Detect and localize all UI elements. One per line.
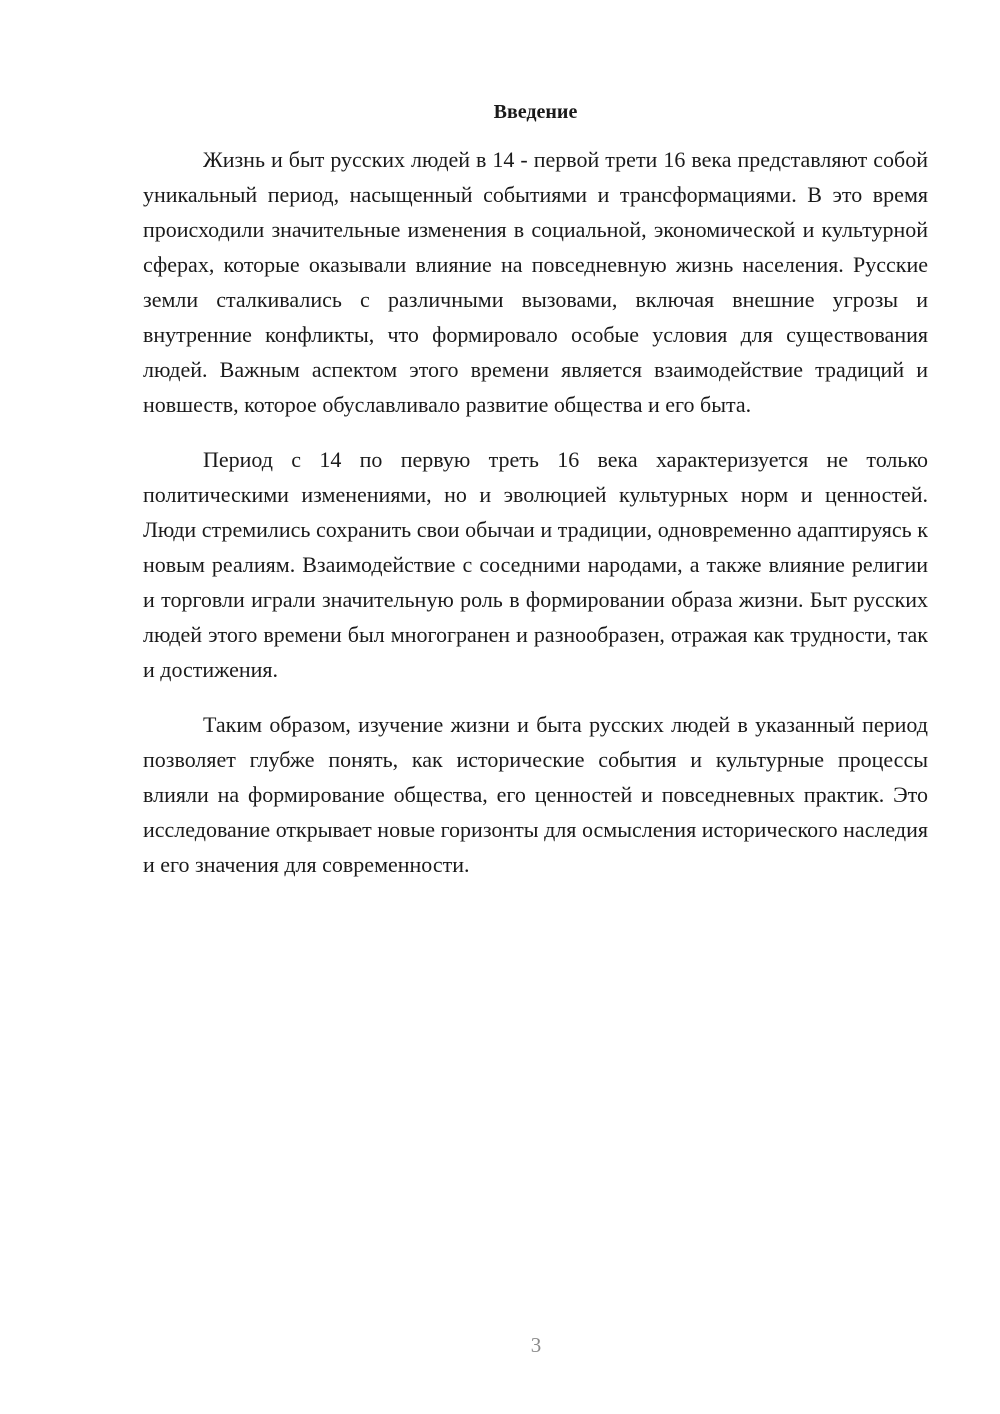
paragraph-3: Таким образом, изучение жизни и быта русских людей в указанный период позволяет глубже понять, как исторические события и культурные процессы влияли на формирование общества, его ценностей и повседневных практик. Это исследование открывает новые горизонты для осмысления исторического наследия и его значения для современности. [143,712,928,877]
page-number: 3 [530,1333,542,1357]
body-text [143,142,928,902]
paragraph-1: Жизнь и быт русских людей в 14 - первой трети 16 века представляют собой уникальный период, насыщенный событиями и трансформациями. В это время происходили значительные изменения в социальной, экономической и культурной сферах, которые оказывали влияние на повседневную жизнь населения. Русские земли сталкивались с различными вызовами, включая внешние угрозы и внутренние конфликты, что формировало особые условия для существования людей. Важным аспектом этого времени является взаимодействие традиций и новшеств, которое обуславливало развитие общества и его быта. [143,147,928,417]
paragraph-2: Период с 14 по первую треть 16 века характеризуется не только политическими изменениями, но и эволюцией культурных норм и ценностей. Люди стремились сохранить свои обычаи и традиции, одновременно адаптируясь к новым реалиям. Взаимодействие с соседними народами, а также влияние религии и торговли играли значительную роль в формировании образа жизни. Быт русских людей этого времени был многогранен и разнообразен, отражая как трудности, так и достижения. [143,447,928,682]
section-title: Введение [493,101,578,123]
